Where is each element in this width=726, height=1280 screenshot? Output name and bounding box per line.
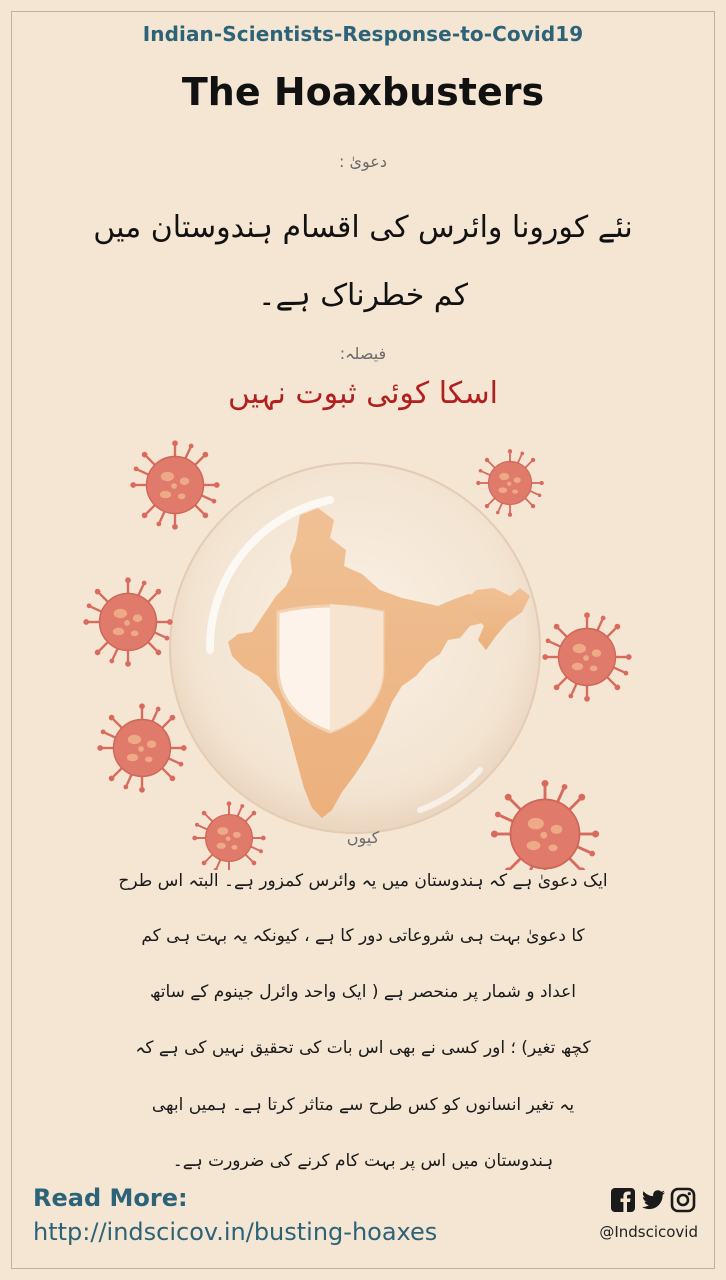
- explanation-line-2: کا دعویٰ بہت ہی شروعاتی دور کا ہے ، کیونکہ یہ بہت ہی کم: [141, 926, 585, 946]
- virus-icon: [130, 440, 219, 529]
- page-title: The Hoaxbusters: [181, 70, 545, 114]
- social-icons: [610, 1187, 696, 1213]
- twitter-icon[interactable]: [640, 1187, 666, 1213]
- claim-text-line-2: کم خطرناک ہے۔: [257, 278, 469, 313]
- explanation-line-4: کچھ تغیر) ؛ اور کسی نے بھی اس بات کی تحقیق نہیں کی ہے کہ: [135, 1038, 591, 1058]
- explanation-line-3: اعداد و شمار پر منحصر ہے ( ایک واحد وائرل جینوم کے ساتھ: [149, 982, 577, 1002]
- explanation-line-6: ہندوستان میں اس پر بہت کام کرنے کی ضرورت ہے۔: [172, 1151, 554, 1171]
- read-more-link[interactable]: http://indscicov.in/busting-hoaxes: [33, 1218, 438, 1246]
- virus-icon: [476, 449, 544, 517]
- claim-text-line-1: نئے کورونا وائرس کی اقسام ہندوستان میں: [93, 210, 633, 245]
- facebook-icon[interactable]: [610, 1187, 636, 1213]
- explanation-line-1: ایک دعویٰ ہے کہ ہندوستان میں یہ وائرس کمزور ہے۔ البتہ اس طرح: [118, 871, 608, 891]
- explanation-line-5: یہ تغیر انسانوں کو کس طرح سے متاثر کرتا ہے۔ ہمیں ابھی: [151, 1095, 575, 1115]
- verdict-label: فیصلہ:: [339, 344, 387, 363]
- verdict-text: اسکا کوئی ثبوت نہیں: [228, 376, 498, 411]
- read-more-label: Read More:: [33, 1184, 188, 1212]
- india-shield-illustration: [0, 440, 726, 870]
- virus-icon: [491, 780, 599, 870]
- virus-icon: [83, 577, 172, 666]
- virus-icon: [542, 612, 631, 701]
- organization-name: Indian-Scientists-Response-to-Covid19: [142, 22, 584, 46]
- instagram-icon[interactable]: [670, 1187, 696, 1213]
- virus-icon: [97, 703, 186, 792]
- explanation-label: کیوں: [346, 828, 380, 847]
- claim-label: دعویٰ :: [339, 152, 387, 171]
- social-handle: @Indscicovid: [599, 1223, 698, 1241]
